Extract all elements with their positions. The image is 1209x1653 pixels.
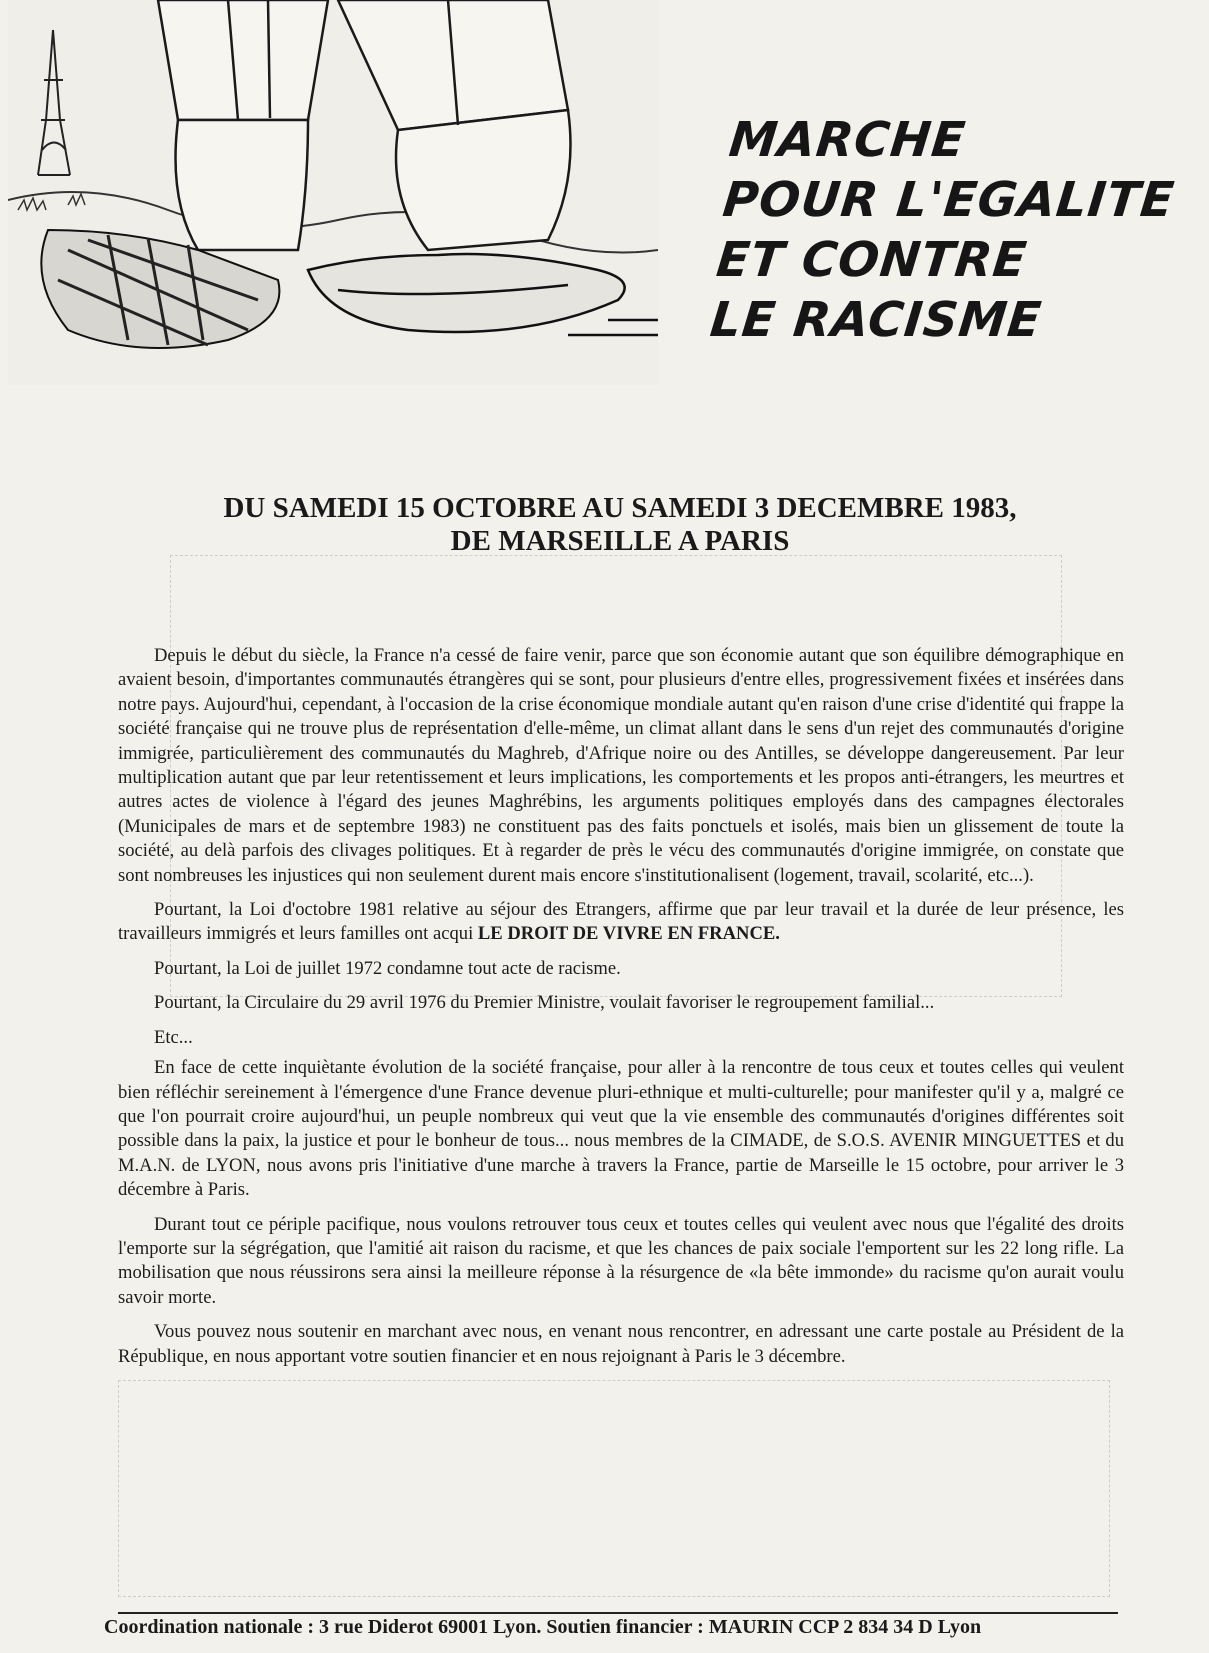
paragraph-law-1981-text: Pourtant, la Loi d'octobre 1981 relative au séjour des Etrangers, affirme que par leur travail et la durée de leur présence, les travailleurs immigrés et leurs familles ont acqui bbox=[118, 899, 1124, 945]
headline bbox=[707, 110, 1209, 350]
paragraph-initiative: En face de cette inquiètante évolution de la société française, pour aller à la rencontre de tous ceux et toutes celles qui veulent bien réfléchir sereinement à l'émergence d'une France devenue pluri-ethnique et multi-culturelle; pour manifester qu'il y a, malgré ce que l'on pourrait croire aujourd'hui, un peuple nombreux qui veut que la vie ensemble des communautés d'origines différentes soit possible dans la paix, la justice et pour le bonheur de tous... nous membres de la CIMADE, de S.O.S. AVENIR MINGUETTES et du M.A.N. de LYON, nous avons pris l'initiative d'une marche à travers la France, partie de Marseille le 15 octobre, pour arriver le 3 décembre à Paris. bbox=[118, 1057, 1124, 1201]
footer-coordination: Coordination nationale : 3 rue Diderot 69001 Lyon. Soutien financier : MAURIN CCP 2 834 34 D Lyon bbox=[104, 1616, 982, 1638]
footer-divider bbox=[118, 1612, 1118, 1614]
headline-line-4: LE RACISME bbox=[707, 292, 1045, 348]
headline-line-2: POUR L'EGALITE bbox=[720, 172, 1178, 228]
droit-de-vivre-emphasis: LE DROIT DE VIVRE EN FRANCE. bbox=[477, 923, 780, 945]
left-leg-drawing bbox=[158, 0, 328, 250]
headline-line-3: ET CONTRE bbox=[713, 232, 1030, 288]
bleed-through-box-lower bbox=[118, 1380, 1110, 1597]
body-text bbox=[118, 644, 1124, 1375]
headline-line-1: MARCHE bbox=[726, 112, 969, 168]
dates-line-1: DU SAMEDI 15 OCTOBRE AU SAMEDI 3 DECEMBRE 1983, bbox=[223, 492, 1017, 524]
paragraph-law-1981 bbox=[118, 898, 1124, 947]
paragraph-support: Vous pouvez nous soutenir en marchant avec nous, en venant nous rencontrer, en adressant une carte postale au Président de la République, en nous apportant votre soutien financier et en nous rejoignant à Paris le 3 décembre. bbox=[118, 1321, 1124, 1367]
paragraph-periple: Durant tout ce périple pacifique, nous voulons retrouver tous ceux et toutes celles qui veulent avec nous que l'égalité des droits l'emporte sur la ségrégation, que l'amitié ait raison du racisme, et que les chances de paix sociale l'emportent sur les 22 long rifle. La mobilisation que nous réussirons sera ainsi la meilleure réponse à la résurgence de «la bête immonde» du racisme qu'on aurait voulu savoir morte. bbox=[118, 1213, 1124, 1308]
paragraph-etc: Etc... bbox=[154, 1026, 193, 1048]
paragraph-law-1972: Pourtant, la Loi de juillet 1972 condamne tout acte de racisme. bbox=[154, 957, 621, 979]
paragraph-context: Depuis le début du siècle, la France n'a cessé de faire venir, parce que son économie autant que son équilibre démographique en avaient besoin, d'importantes communautés étrangères qui se sont, pour plusieurs d'entre elles, progressivement fixées et insérées dans notre pays. Aujourd'hui, cependant, à l'occasion de la crise économique mondiale autant qu'en raison d'une crise d'identité qui frappe la société française qui ne trouve plus de représentation d'elle-même, un climat allant dans le sens d'un rejet des communautés d'origine immigrée, particulièrement des communautés du Maghreb, d'Afrique noire ou des Antilles, se développe dangereusement. Par leur multiplication autant que par leur retentissement et leurs implications, les comportements et les propos anti-étrangers, les meurtres et autres actes de violence à l'égard des jeunes Maghrébins, les arguments politiques employés dans des campagnes électorales (Municipales de mars et de septembre 1983) ne constituent pas des faits ponctuels et isolés, mais bien un glissement de toute la société, au delà parfois des clivages politiques. Et à regarder de près le vécu des communautés d'origine immigrée, on constate que sont nombreuses les injustices qui non seulement durent mais encore s'institutionalisent (logement, travail, scolarité, etc...). bbox=[118, 645, 1124, 886]
dates-line-2: DE MARSEILLE A PARIS bbox=[450, 525, 790, 557]
paragraph-circulaire-1976: Pourtant, la Circulaire du 29 avril 1976 du Premier Ministre, voulait favoriser le regroupement familial... bbox=[154, 992, 935, 1014]
marching-feet-illustration bbox=[8, 0, 658, 385]
march-dates bbox=[120, 492, 1120, 558]
